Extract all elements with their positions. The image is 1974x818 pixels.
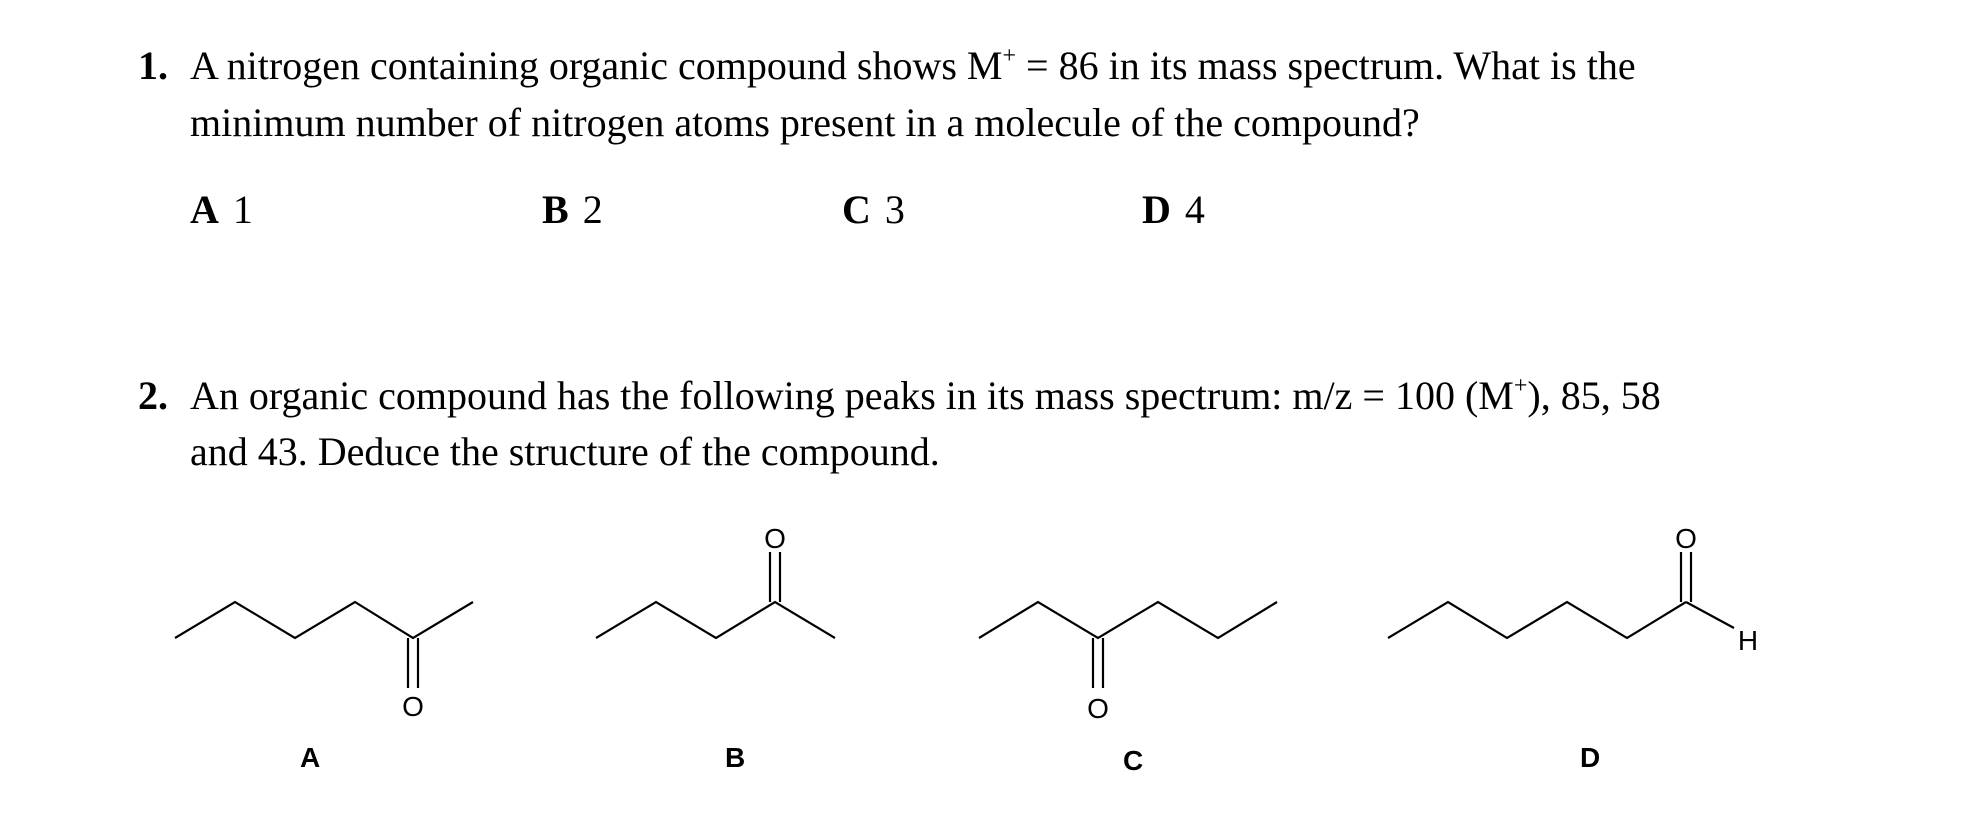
structure-label: A — [300, 742, 321, 773]
structure-label: D — [1580, 742, 1601, 773]
structure-label: C — [1123, 745, 1144, 776]
oxygen-atom: O — [1675, 523, 1697, 554]
option-c[interactable]: C 3 — [842, 187, 905, 232]
structure-label: B — [725, 742, 746, 773]
hydrogen-atom: H — [1737, 625, 1759, 656]
question-text-line-1: An organic compound has the following peaks in its mass spectrum: m/z = 100 (M+), 85, 58 — [190, 373, 1661, 418]
oxygen-atom: O — [402, 691, 424, 722]
oxygen-atom: O — [1087, 693, 1109, 724]
option-b[interactable]: B 2 — [542, 187, 603, 232]
question-number: 1. — [138, 43, 168, 88]
oxygen-atom: O — [764, 523, 786, 554]
option-a[interactable]: A 1 — [190, 187, 253, 232]
option-d[interactable]: D 4 — [1142, 187, 1205, 232]
question-text-line-2: and 43. Deduce the structure of the compound. — [190, 429, 940, 474]
question-number: 2. — [138, 373, 168, 418]
question-text-line-2: minimum number of nitrogen atoms present in a molecule of the compound? — [190, 100, 1420, 145]
question-text-line-1: A nitrogen containing organic compound shows M+ = 86 in its mass spectrum. What is the — [190, 43, 1636, 88]
